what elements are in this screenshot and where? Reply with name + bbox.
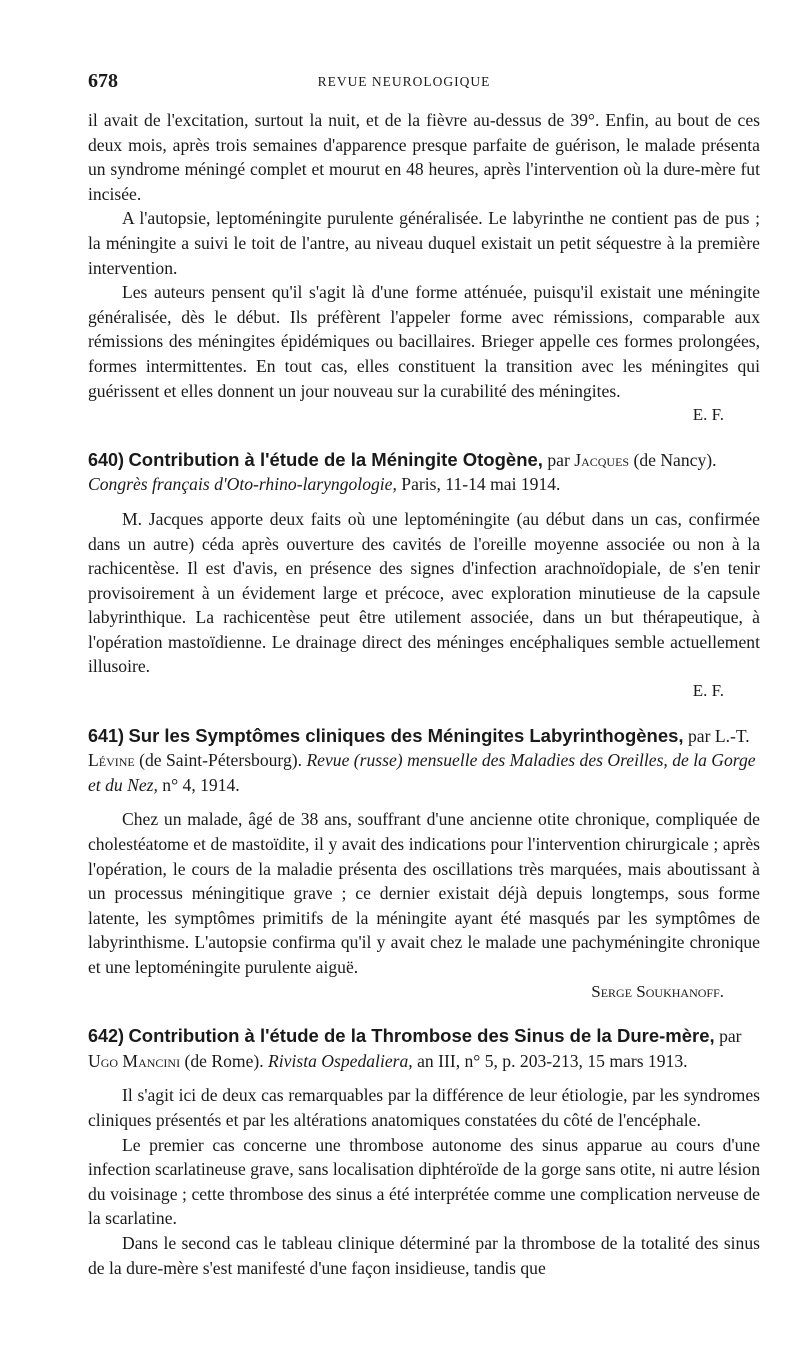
entry-body-2: Le premier cas concerne une thrombose autonome des sinus apparue au cours d'une infection scarlatineuse grave, sans localisation diphtéroïde de la gorge sans otite, ni autre lésion du voisinage ; cette thrombose des sinus a été interprétée comme une complication nerveuse de la scarlatine. [88, 1134, 760, 1229]
entry-by: par [687, 725, 711, 746]
entry-number: 642) [88, 1026, 125, 1047]
entry-heading [88, 448, 760, 497]
abstract-entry-642 [88, 1024, 760, 1280]
running-head [88, 70, 760, 94]
text-column [88, 108, 760, 1280]
entry-number: 640) [88, 449, 125, 470]
entry-by: par [547, 449, 570, 470]
entry-author: Ugo Mancini [88, 1050, 181, 1071]
entry-body: Chez un malade, âgé de 38 ans, souffrant d'une ancienne otite chronique, compliquée de cholestéatome et de mastoïdite, il y avait des indications pour l'intervention chirurgicale ; après l'opération, le cours de la maladie présenta des oscillations très marquées, mais aboutissant à un processus méningitique grave ; ce dernier existait déjà depuis longtemps, sous forme latente, les symptômes primitifs de la méningite ayant été masqués par les symptômes de labyrinthisme. L'autopsie confirma qu'il y avait chez le malade une pachyméningite chronique et une leptoméningite purulente aiguë. [88, 809, 760, 977]
entry-source: Congrès français d'Oto-rhino-laryngologie, [88, 474, 397, 495]
entry-author: L.-T. Lévine [88, 725, 750, 771]
entry-affiliation: (de Nancy). [633, 449, 717, 470]
intro-paragraph-2: A l'autopsie, leptoméningite purulente généralisée. Le labyrinthe ne contient pas de pus ; la méningite a suivi le toit de l'antre, au niveau duquel existait un petit séquestre à la première intervention. [88, 208, 760, 278]
abstract-entry-640 [88, 448, 760, 704]
entry-signature: E. F. [692, 681, 724, 701]
page-number: 678 [88, 70, 118, 92]
entry-affiliation: (de Rome). [184, 1050, 264, 1071]
entry-date: n° 4, 1914. [162, 774, 240, 795]
entry-title: Sur les Symptômes cliniques des Méningites Labyrinthogènes, [128, 724, 684, 746]
entry-date: Paris, 11-14 mai 1914. [401, 474, 561, 495]
entry-body-3: Dans le second cas le tableau clinique déterminé par la thrombose de la totalité des sinus de la dure-mère s'est manifesté d'une façon insidieuse, tandis que [88, 1232, 760, 1278]
entry-title: Contribution à l'étude de la Méningite Otogène, [128, 448, 543, 470]
intro-paragraph-3: Les auteurs pensent qu'il s'agit là d'une forme atténuée, puisqu'il existait une méningite généralisée, dès le début. Ils préfèrent l'appeler forme avec rémissions, comparable aux rémissions des méningites épidémiques ou bacillaires. Brieger appelle ces formes prolongées, formes intermittentes. En tout cas, elles constituent la transition avec les méningites qui guérissent et elles donnent un jour nouveau sur la curabilité des méningites. [88, 282, 760, 401]
entry-heading [88, 1024, 760, 1073]
entry-number: 641) [88, 725, 125, 746]
entry-body: M. Jacques apporte deux faits où une leptoméningite (au début dans un cas, confirmée dans un autre) céda après ouverture des cavités de l'oreille moyenne associée ou non à la rachicentèse. Il est d'avis, en présence des signes d'infection arachnoïdopiale, de s'en tenir provisoirement à un évidement large et précoce, avec exploration minutieuse de la capsule labyrinthique. La rachicentèse peut être utilement associée, dans un but thérapeutique, à l'opération mastoïdienne. Le drainage direct des méninges encéphaliques semble actuellement illusoire. [88, 508, 760, 677]
entry-author: Jacques [574, 449, 630, 470]
entry-date: an III, n° 5, p. 203-213, 15 mars 1913. [417, 1050, 688, 1071]
entry-signature: Serge Soukhanoff. [591, 981, 724, 1001]
entry-source: Rivista Ospedaliera, [268, 1050, 413, 1071]
entry-title: Contribution à l'étude de la Thrombose des Sinus de la Dure-mère, [128, 1025, 715, 1047]
entry-affiliation: (de Saint-Pétersbourg). [139, 750, 303, 771]
entry-body-1: Il s'agit ici de deux cas remarquables par la différence de leur étiologie, par les syndromes cliniques présentés et par les altérations anatomiques constatées du côté de l'encéphale. [88, 1085, 760, 1130]
intro-paragraph-1: il avait de l'excitation, surtout la nuit, et de la fièvre au-dessus de 39°. Enfin, au bout de ces deux mois, après trois semaines d'apparence presque parfaite de guérison, le malade présenta un syndrome méningé complet et mourut en 48 heures, après l'intervention où la dure-mère fut incisée. [88, 110, 760, 204]
abstract-entry-641 [88, 724, 760, 1005]
intro-signature: E. F. [692, 405, 724, 425]
entry-by: par [719, 1026, 742, 1047]
entry-source: Revue (russe) mensuelle des Maladies des Oreilles, de la Gorge et du Nez, [88, 750, 756, 795]
journal-title: REVUE NEUROLOGIQUE [317, 74, 491, 89]
entry-heading [88, 724, 760, 798]
